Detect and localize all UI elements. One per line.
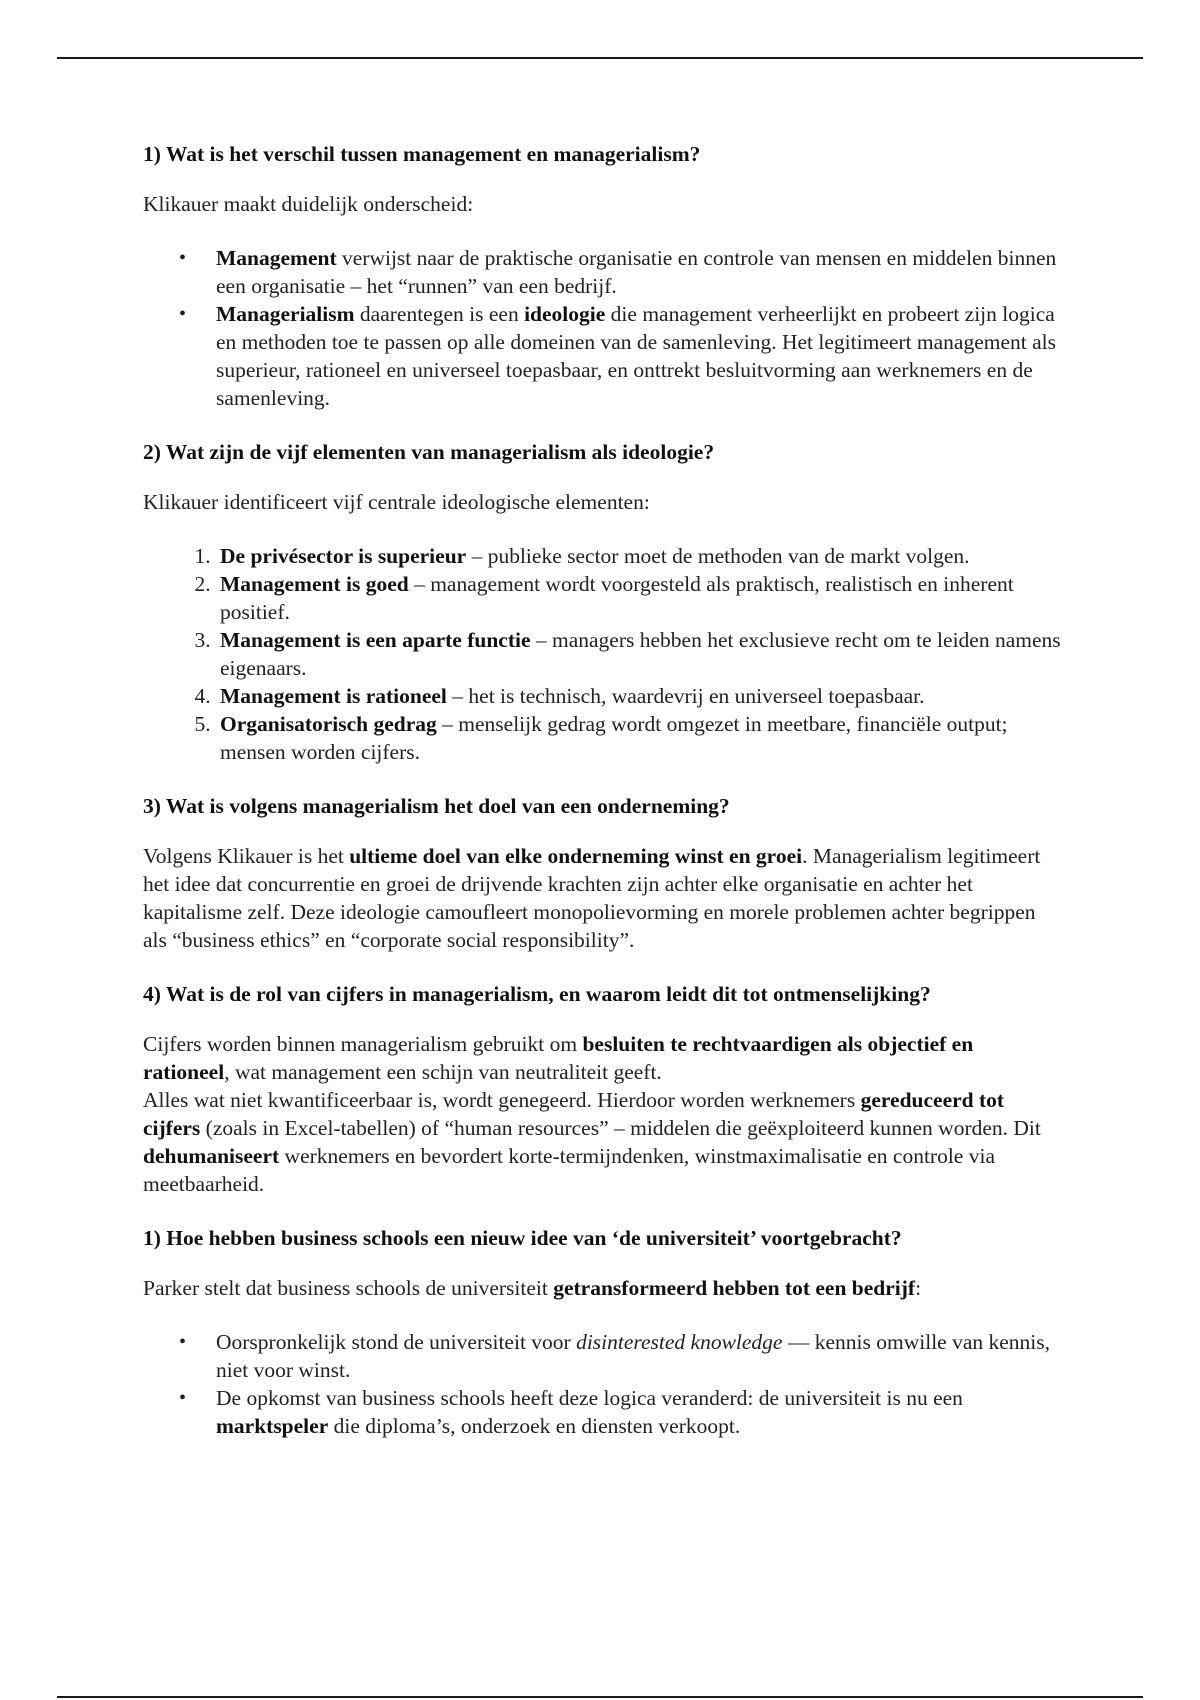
section-paragraph-3: Volgens Klikauer is het ultieme doel van elke onderneming winst en groei. Managerialism legitimeert het idee dat concurrentie en groei de drijvende krachten zijn achter elke organisatie en achter het kapitalisme zelf. Deze ideologie camoufleert monopolievorming en morele problemen achter begrippen als “business ethics” en “corporate social responsibility”.: [143, 844, 1041, 952]
list-item: 1. De privésector is superieur – publieke sector moet de methoden van de markt volgen.: [216, 542, 1063, 570]
list-item: • Oorspronkelijk stond de universiteit voor disinterested knowledge — kennis omwille van kennis, niet voor winst.: [216, 1328, 1063, 1384]
document-body: [143, 140, 1063, 1466]
section-heading-5: 1) Hoe hebben business schools een nieuw idee van ‘de universiteit’ voortgebracht?: [143, 1226, 902, 1250]
section-intro-1: Klikauer maakt duidelijk onderscheid:: [143, 192, 474, 216]
section-heading-1: 1) Wat is het verschil tussen management en managerialism?: [143, 142, 701, 166]
list-item: • Management verwijst naar de praktische organisatie en controle van mensen en middelen binnen een organisatie – het “runnen” van een bedrijf.: [216, 244, 1063, 300]
list-item: 2. Management is goed – management wordt voorgesteld als praktisch, realistisch en inherent positief.: [216, 570, 1063, 626]
section-heading-4: 4) Wat is de rol van cijfers in managerialism, en waarom leidt dit tot ontmenselijking?: [143, 982, 931, 1006]
footer-rule: [57, 1696, 1143, 1698]
list-item: • De opkomst van business schools heeft deze logica veranderd: de universiteit is nu een marktspeler die diploma’s, onderzoek en diensten verkoopt.: [216, 1384, 1063, 1440]
list-item: 3. Management is een aparte functie – managers hebben het exclusieve recht om te leiden namens eigenaars.: [216, 626, 1063, 682]
section-paragraph-5: Parker stelt dat business schools de universiteit getransformeerd hebben tot een bedrijf:: [143, 1276, 922, 1300]
section-heading-2: 2) Wat zijn de vijf elementen van managerialism als ideologie?: [143, 440, 715, 464]
list-item: 5. Organisatorisch gedrag – menselijk gedrag wordt omgezet in meetbare, financiële output; mensen worden cijfers.: [216, 710, 1063, 766]
section-heading-3: 3) Wat is volgens managerialism het doel van een onderneming?: [143, 794, 730, 818]
bullet-list-2: [143, 1328, 1063, 1440]
list-item: 4. Management is rationeel – het is technisch, waardevrij en universeel toepasbaar.: [216, 682, 1063, 710]
section-intro-2: Klikauer identificeert vijf centrale ideologische elementen:: [143, 490, 650, 514]
numbered-list: [143, 542, 1063, 766]
section-paragraph-4: Cijfers worden binnen managerialism gebruikt om besluiten te rechtvaardigen als objectief en rationeel, wat management een schijn van neutraliteit geeft. Alles wat niet kwantificeerbaar is, wordt genegeerd. Hierdoor worden werknemers gereduceerd tot cijfers (zoals in Excel-tabellen) of “human resources” – middelen die geëxploiteerd kunnen worden. Dit dehumaniseert werknemers en bevordert korte-termijndenken, winstmaximalisatie en controle via meetbaarheid.: [143, 1032, 1041, 1196]
list-item: • Managerialism daarentegen is een ideologie die management verheerlijkt en probeert zijn logica en methoden toe te passen op alle domeinen van de samenleving. Het legitimeert management als superieur, rationeel en universeel toepasbaar, en onttrekt besluitvorming aan werknemers en de samenleving.: [216, 300, 1063, 412]
bullet-list-1: [143, 244, 1063, 412]
header-rule: [57, 57, 1143, 59]
